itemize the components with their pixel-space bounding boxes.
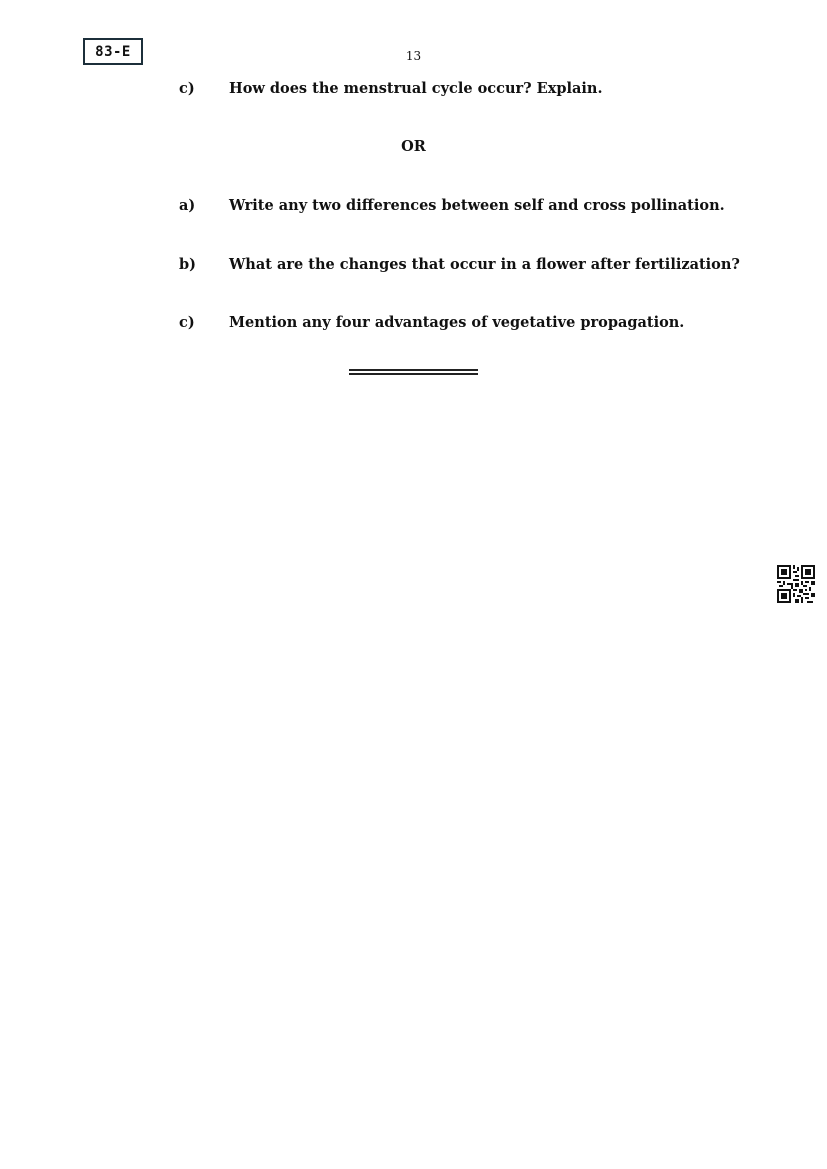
or-separator: OR (401, 138, 426, 155)
question-text: How does the menstrual cycle occur? Explain. (229, 80, 603, 97)
question-letter: b) (179, 256, 196, 273)
question-text: Write any two differences between self and cross pollination. (229, 197, 725, 214)
paper-code-box: 83-E (83, 38, 143, 65)
page-number: 13 (405, 49, 422, 63)
end-of-paper-rule (349, 369, 478, 375)
question-letter: c) (179, 314, 195, 331)
qr-code-icon (777, 565, 815, 603)
question-text: Mention any four advantages of vegetative propagation. (229, 314, 685, 331)
question-letter: a) (179, 197, 196, 214)
question-text: What are the changes that occur in a flower after fertilization? (229, 256, 740, 273)
question-letter: c) (179, 80, 195, 97)
